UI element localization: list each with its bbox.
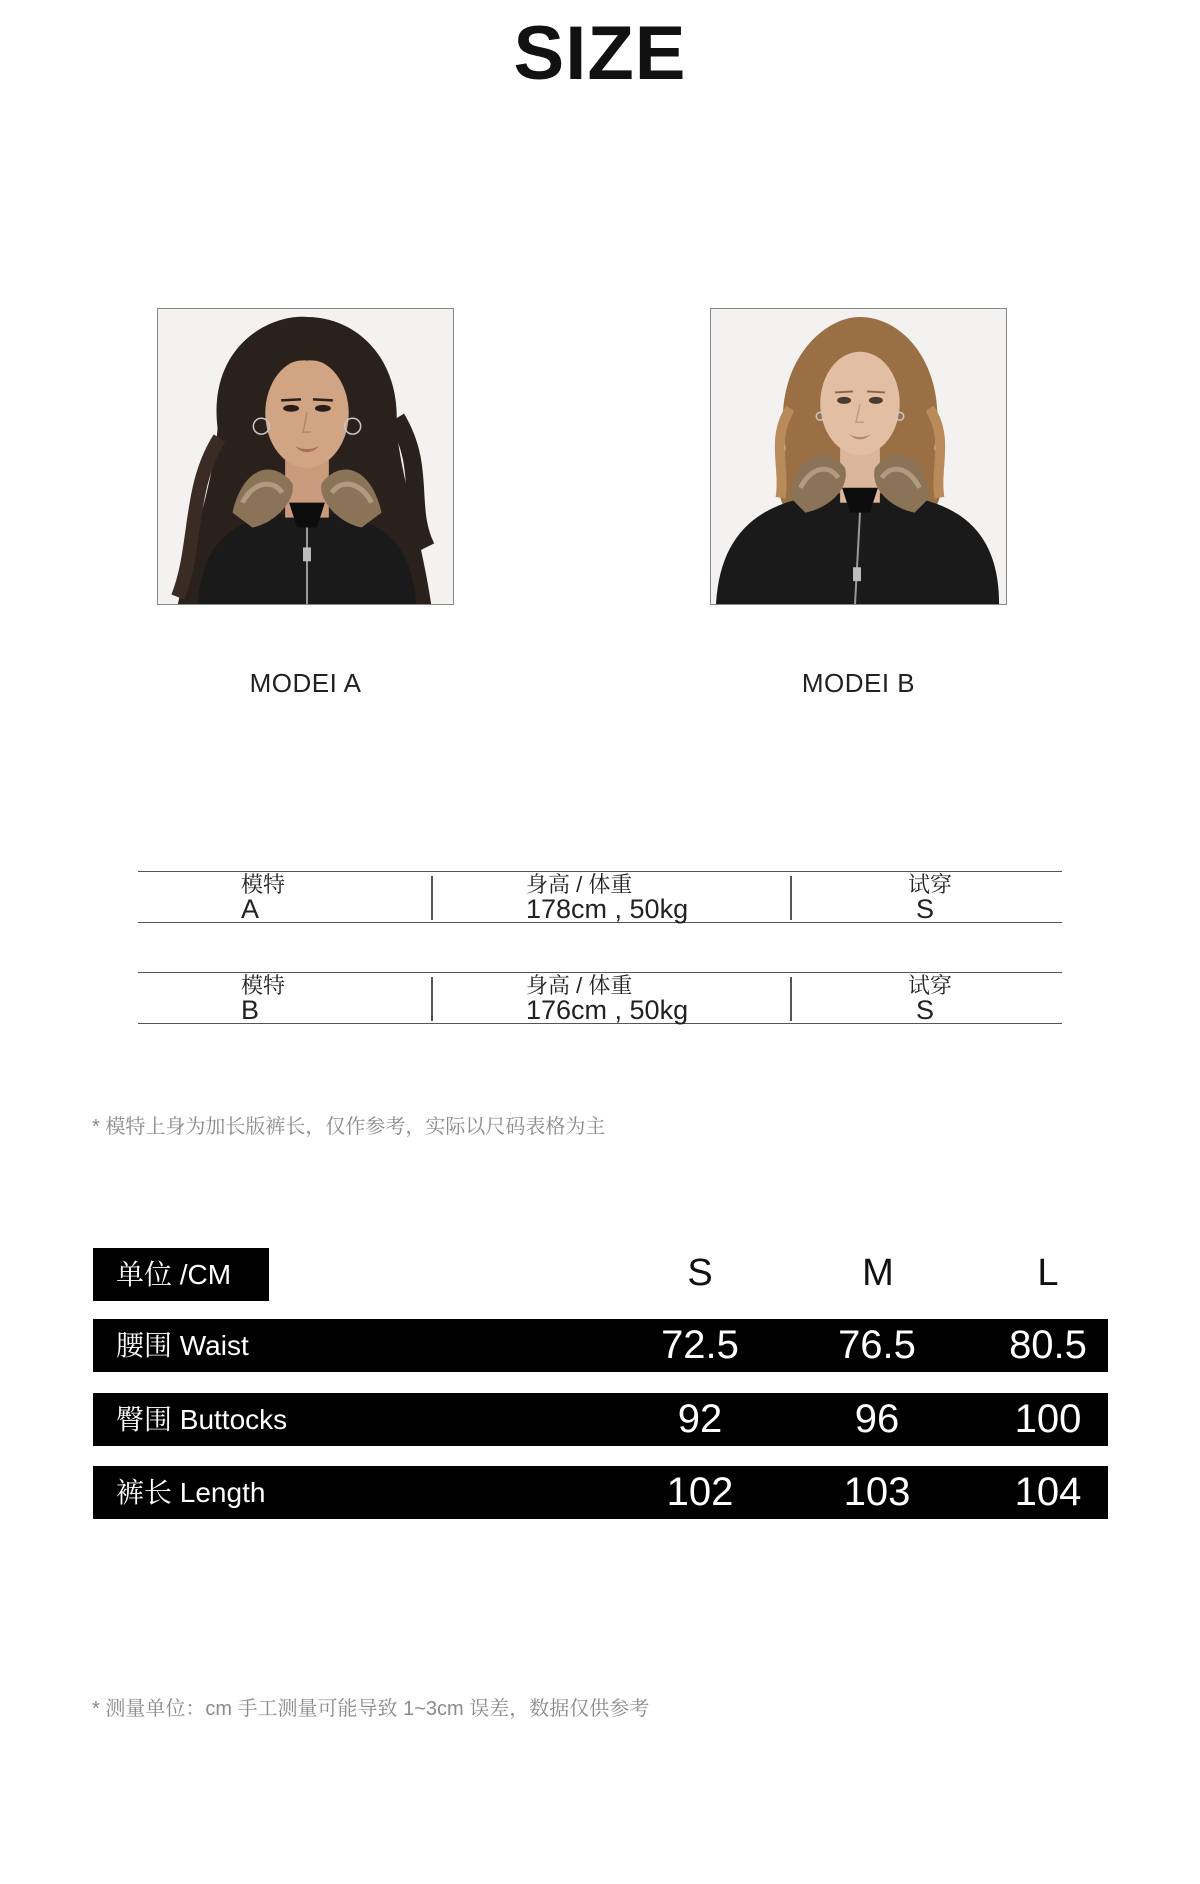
try-size-label: 试穿 <box>908 973 953 998</box>
model-a-info-row <box>138 871 1062 923</box>
height-weight-label: 身高 / 体重 <box>526 973 633 998</box>
value-l: 100 <box>1014 1397 1082 1441</box>
value-s: 72.5 <box>661 1323 739 1367</box>
height-weight-value: 178cm , 50kg <box>526 894 689 924</box>
row-name: 臀围 Buttocks <box>116 1404 288 1435</box>
page-title: SIZE <box>513 11 687 96</box>
model-label: 模特 <box>241 973 286 998</box>
measurement-note: * 测量单位：cm 手工测量可能导致 1~3cm 误差，数据仅供参考 <box>92 1698 650 1720</box>
size-header-l: L <box>1037 1252 1059 1294</box>
value-m: 76.5 <box>838 1323 916 1367</box>
size-row-length <box>93 1466 1108 1519</box>
height-weight-label: 身高 / 体重 <box>526 872 633 897</box>
column-divider <box>790 876 792 920</box>
try-size-value: S <box>916 894 935 924</box>
model-b-info-row <box>138 972 1062 1024</box>
value-l: 80.5 <box>1009 1323 1087 1367</box>
try-size-value: S <box>916 995 935 1025</box>
model-b-caption: MODEI B <box>801 668 916 698</box>
height-weight-value: 176cm , 50kg <box>526 995 689 1025</box>
size-header-m: M <box>862 1252 894 1294</box>
model-b-portrait-image <box>711 309 1006 604</box>
try-size-label: 试穿 <box>908 872 953 897</box>
value-m: 96 <box>854 1397 900 1441</box>
size-row-buttocks <box>93 1393 1108 1446</box>
value-m: 103 <box>843 1470 911 1514</box>
value-l: 104 <box>1014 1470 1082 1514</box>
model-value: A <box>241 894 260 924</box>
model-b-photo <box>710 308 1007 605</box>
model-label: 模特 <box>241 872 286 897</box>
column-divider <box>431 876 433 920</box>
model-a-caption: MODEI A <box>249 668 362 698</box>
size-row-waist <box>93 1319 1108 1372</box>
row-name: 腰围 Waist <box>116 1330 249 1361</box>
column-divider <box>431 977 433 1021</box>
model-a-photo <box>157 308 454 605</box>
value-s: 92 <box>677 1397 723 1441</box>
row-name: 裤长 Length <box>116 1477 266 1508</box>
value-s: 102 <box>666 1470 734 1514</box>
model-fit-note: * 模特上身为加长版裤长，仅作参考，实际以尺码表格为主 <box>92 1116 606 1138</box>
model-value: B <box>241 995 260 1025</box>
column-divider <box>790 977 792 1021</box>
size-header-s: S <box>687 1252 713 1294</box>
unit-label: 单位 /CM <box>93 1248 269 1301</box>
model-a-portrait-image <box>158 309 453 604</box>
